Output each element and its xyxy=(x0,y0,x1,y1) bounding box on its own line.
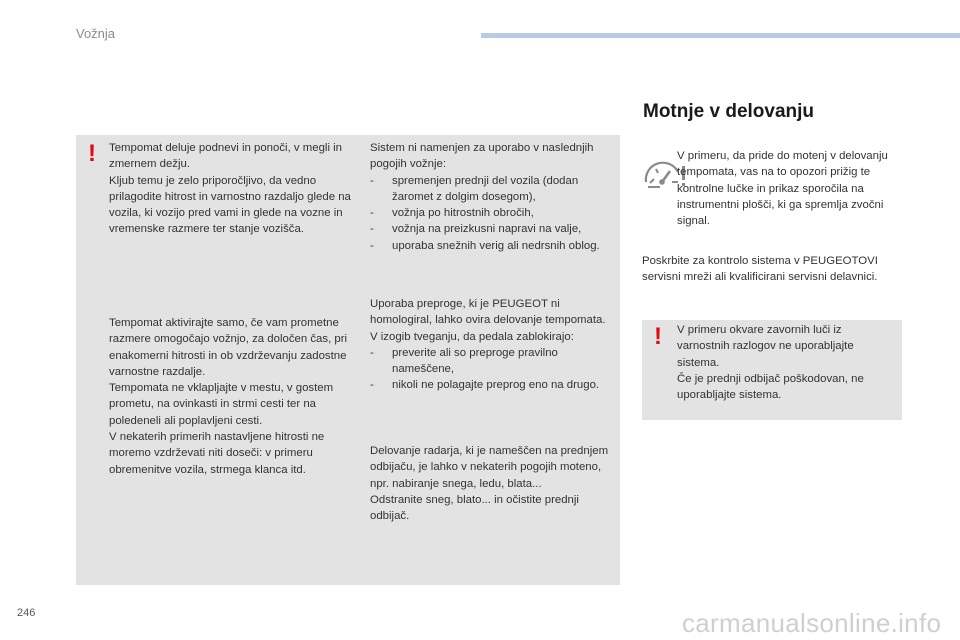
floor-mat-note xyxy=(370,296,610,394)
daylight-fog-note xyxy=(109,140,354,238)
header-accent-bar xyxy=(481,33,960,38)
paragraph: Sistem ni namenjen za uporabo v naslednjih pogojih vožnje: xyxy=(370,142,594,171)
paragraph: Uporaba preproge, ki je PEUGEOT ni homologiral, lahko ovira delovanje tempomata. xyxy=(370,298,606,327)
list-item: - spremenjen prednji del vozila (dodan žaromet z dolgim dosegom), xyxy=(370,173,610,206)
fault-indicator-description xyxy=(677,148,902,229)
paragraph: V primeru okvare zavornih luči iz varnostnih razlogov ne uporabljajte sistema. xyxy=(677,324,854,369)
paragraph: Poskrbite za kontrolo sistema v PEUGEOTOVI servisni mreži ali kvalificirani servisni delavnici. xyxy=(642,255,878,284)
warning-exclamation-icon: ! xyxy=(654,323,662,350)
list-item: - nikoli ne polagajte preprog eno na drugo. xyxy=(370,377,610,393)
activation-conditions-note xyxy=(109,315,354,478)
paragraph: Tempomat deluje podnevi in ponoči, v megli in zmernem dežju. xyxy=(109,142,343,171)
radar-note xyxy=(370,443,610,524)
service-recommendation xyxy=(642,253,907,286)
brake-light-warning-text xyxy=(677,322,895,403)
section-title: Motnje v delovanju xyxy=(643,101,815,122)
section-header-title: Vožnja xyxy=(76,26,116,41)
paragraph: Odstranite sneg, blato... in očistite prednji odbijač. xyxy=(370,493,579,523)
paragraph: V izogib tveganju, da pedala zablokirajo: xyxy=(370,330,574,343)
paragraph: Če je prednji odbijač poškodovan, ne uporabljajte sistema. xyxy=(677,372,864,402)
unsuitable-conditions-list xyxy=(370,140,610,254)
warning-exclamation-icon: ! xyxy=(88,140,96,167)
list-item: - preverite ali so preproge pravilno nameščene, xyxy=(370,345,610,378)
page-number: 246 xyxy=(17,607,36,619)
paragraph: Kljub temu je zelo priporočljivo, da vedno prilagodite hitrost in varnostno razdaljo glede na vozila, ki vozijo pred vami in glede na vozne in vremenske razmere ter stanje vozišča. xyxy=(109,174,351,236)
paragraph: Tempomata ne vklapljajte v mestu, v gostem prometu, na ovinkasti in strmi cesti ter na poledeneli ali poplavljeni cesti. xyxy=(109,382,334,427)
list-item: - uporaba snežnih verig ali nedrsnih oblog. xyxy=(370,238,610,254)
watermark: carmanualsonline.info xyxy=(682,608,942,638)
list-item: - vožnja na preizkusni napravi na valje, xyxy=(370,221,610,237)
paragraph: Tempomat aktivirajte samo, če vam prometne razmere omogočajo vožnjo, za določen čas, pri enakomerni hitrosti in ob vzdrževanju zadostne varnostne razdalje. xyxy=(109,317,348,378)
paragraph: V nekaterih primerih nastavljene hitrosti ne moremo vzdrževati niti doseči: v primeru obremenitve vozila, strmega klanca itd. xyxy=(109,431,325,476)
list-item: - vožnja po hitrostnih obročih, xyxy=(370,205,610,221)
paragraph: V primeru, da pride do motenj v delovanju tempomata, vas na to opozori prižig te kontrolne lučke in prikaz sporočila na instrumentni plošči, ki ga spremlja zvočni signal. xyxy=(677,150,888,228)
paragraph: Delovanje radarja, ki je nameščen na prednjem odbijaču, je lahko v nekaterih pogojih moteno, npr. nabiranje snega, ledu, blata... xyxy=(370,445,609,490)
